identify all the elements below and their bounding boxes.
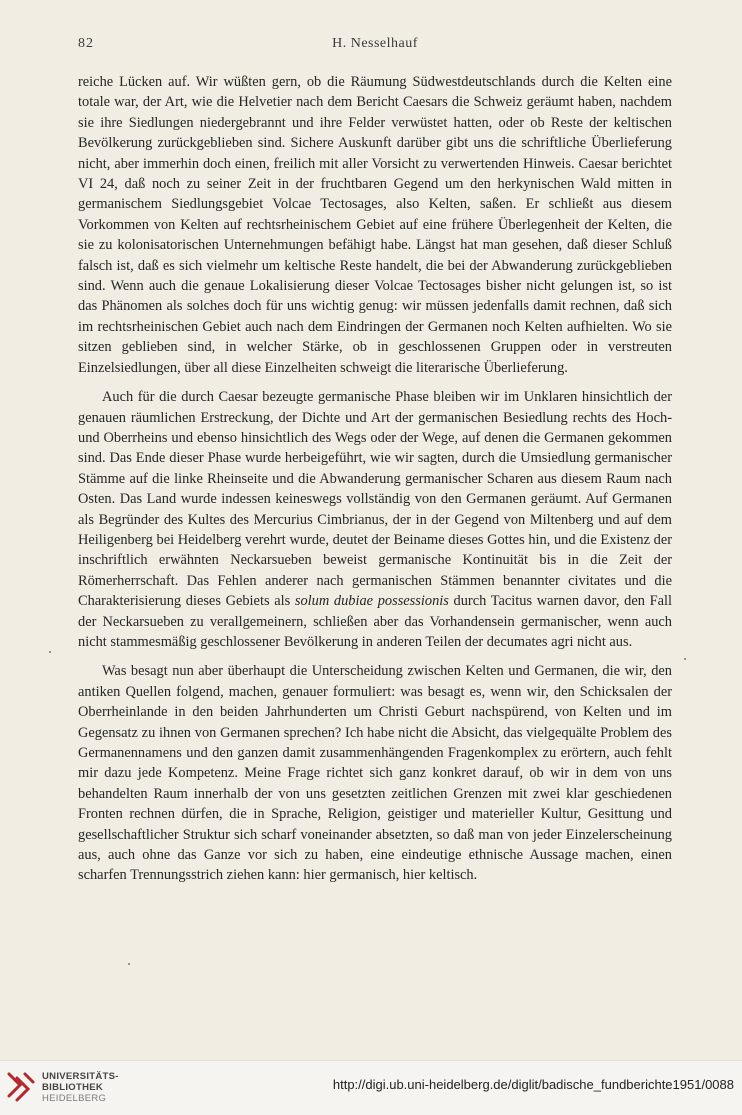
library-line-3: HEIDELBERG xyxy=(42,1093,107,1104)
italic-phrase: solum dubiae possessionis xyxy=(294,593,449,610)
body-text xyxy=(78,72,672,886)
library-footer xyxy=(0,1060,742,1115)
library-line-1: UNIVERSITÄTS- xyxy=(42,1071,119,1082)
paragraph-2-text-b: durch Tacitus warnen davor, den Fall der Neckarsueben zu verallgemeinern, schließen aber das Vorhandensein germanischer, wenn auch nicht stammesmäßig geschlossener Bevölkerung in anderen Teilen der decumates agri nicht aus. xyxy=(78,593,672,650)
paragraph-1: reiche Lücken auf. Wir wüßten gern, ob die Räumung Südwestdeutschlands durch die Kelten eine totale war, der Art, wie die Helvetier nach dem Bericht Caesars die Schweiz geräumt haben, nachdem sie ihre Siedlungen niedergebrannt und ihre Felder verwüstet hatten, oder ob Reste der keltischen Bevölkerung zurückgeblieben sind. Sichere Auskunft darüber gibt uns die schriftliche Überlieferung nicht, aber immerhin doch einen, freilich mit aller Vorsicht zu verwertenden Hinweis. Caesar berichtet VI 24, daß noch zu seiner Zeit in der fruchtbaren Gegend um den herkynischen Wald mitten in germanischem Siedlungsgebiet Volcae Tectosages, also Kelten, saßen. Er schließt aus diesem Vorkommen von Kelten auf rechtsrheinischem Gebiet auf eine frühere Überlegenheit der Kelten, die sie zu kolonisatorischen Unternehmungen befähigt habe. Längst hat man gesehen, daß dieser Schluß falsch ist, daß es sich vielmehr um keltische Reste handelt, die bei der Abwanderung zurückgeblieben sind. Wenn auch die genaue Lokalisierung dieser Volcae Tectosages bisher nicht gelungen ist, so ist das Phänomen als solches doch für uns wichtig genug: wir müssen jedenfalls damit rechnen, daß sich im rechtsrheinischen Gebiet auch nach dem Eindringen der Germanen noch Kelten aufhielten. Wo sie sitzen geblieben sind, in welcher Stärke, ob in geschlossenen Gruppen oder in verstreuten Einzelsiedlungen, über all diese Einzelheiten schweigt die literarische Überlieferung. xyxy=(78,74,672,376)
paragraph-2-text-a: Auch für die durch Caesar bezeugte germanische Phase bleiben wir im Unklaren hinsichtlich der genauen räumlichen Erstreckung, der Dichte und Art der germanischen Besiedlung rechts des Hoch- und Oberrheins und ebenso hinsichtlich des Wegs oder der Wege, auf denen die Germanen gekommen sind. Das Ende dieser Phase wurde herbeigeführt, wie wir sagten, durch die Umsiedlung germanischer Stämme auf die linke Rheinseite und die Abwanderung germanischer Scharen aus diesem Raum nach Osten. Das Land wurde indessen keineswegs vollständig von den Germanen geräumt. Auf Germanen als Begründer des Kultes des Mercurius Cimbrianus, der in der Gegend von Miltenberg und auf dem Heiligenberg bei Heidelberg verehrt wurde, deutet der Beiname dieses Gottes hin, und die Existenz der inschriftlich erwähnten Neckarsueben beweist germanische Kontinuität bis in die Zeit der Römerherrschaft. Das Fehlen anderer nach germanischen Stämmen benannter civitates und die Charakterisierung dieses Gebiets als xyxy=(78,389,672,610)
library-line-2: BIBLIOTHEK xyxy=(42,1082,104,1093)
running-head: H. Nesselhauf xyxy=(332,36,418,51)
paragraph-2 xyxy=(78,387,672,652)
margin-speck xyxy=(49,651,51,653)
margin-speck xyxy=(684,658,686,660)
library-logo-icon xyxy=(6,1069,36,1105)
library-name xyxy=(42,1071,119,1104)
page-number: 82 xyxy=(78,36,94,51)
paragraph-3: Was besagt nun aber überhaupt die Unterscheidung zwischen Kelten und Germanen, die wir, den antiken Quellen folgend, machen, genauer formuliert: was besagt es, wenn wir, den Schicksalen der Oberrheinlande in den beiden Jahrhunderten um Christi Geburt nachspürend, von Kelten und im Gegensatz zu ihnen von Germanen sprechen? Ich habe nicht die Absicht, das vielgequälte Problem des Germanennamens und den ganzen damit zusammenhängenden Fragenkomplex zu erörtern, auch fehlt mir dazu jede Kompetenz. Meine Frage richtet sich ganz konkret darauf, ob wir in dem von uns behandelten Raum innerhalb der von uns gesetzten zeitlichen Grenzen mit zwei klar geschiedenen Fronten rechnen dürfen, die in Sprache, Religion, geistiger und materieller Kultur, Gesittung und gesellschaftlicher Struktur sich scharf voneinander absetzten, so daß man von jeder Einzelerscheinung aus, auch ohne das Ganze vor sich zu haben, eine eindeutige ethnische Aussage machen, einen scharfen Trennungsstrich ziehen kann: hier germanisch, hier keltisch. xyxy=(78,663,672,884)
page-header xyxy=(78,30,672,54)
source-url-link[interactable]: http://digi.ub.uni-heidelberg.de/diglit/badische_fundberichte1951/0088 xyxy=(332,1077,734,1092)
margin-speck xyxy=(128,963,130,965)
